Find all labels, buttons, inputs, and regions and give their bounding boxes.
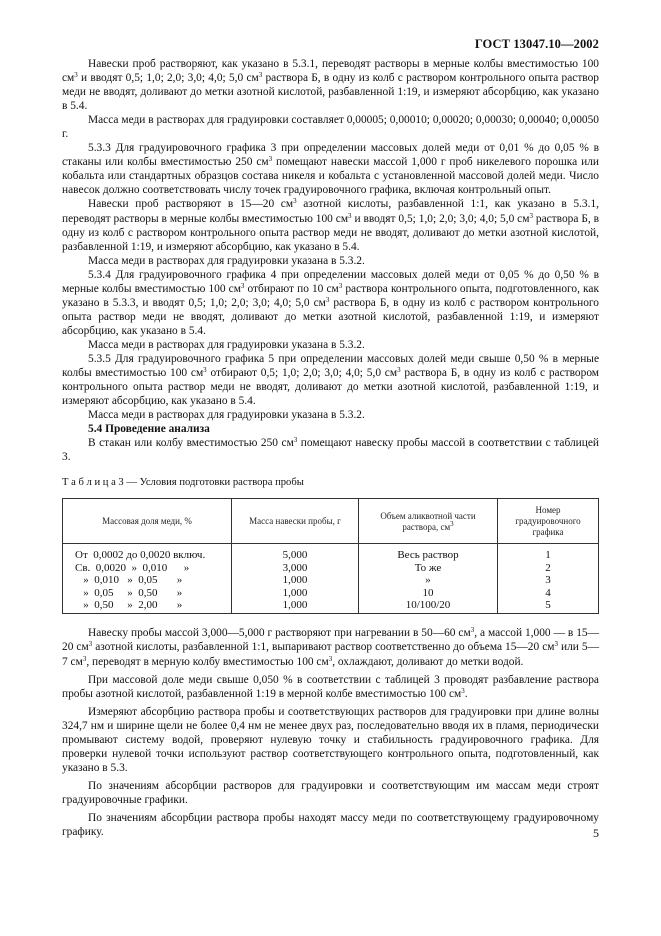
- superscript: 3: [461, 686, 465, 695]
- cell-copper-fraction: » 0,05 » 0,50 »: [63, 587, 232, 599]
- superscript: 3: [74, 71, 78, 80]
- paragraph: Масса меди в растворах для градуировки указана в 5.3.2.: [88, 254, 365, 267]
- paragraph: Навески проб растворяют, как указано в 5.3.1, переводят растворы в мерные колбы вместимостью 100 $см^3$ и вводят 0,5; 1,0; 2,0; 3,0; 4,0; 5,0 $см^3$ раствора Б, в одну из колб с раствором контрольного опыта раствор меди не вводят, доливают до метки азотной кислотой, разбавленной 1:19, и измеряют абсорбцию, как указано в 5.4.: [62, 58, 599, 113]
- cell-aliquot-volume: Весь раствор: [359, 544, 498, 562]
- cell-copper-fraction: » 0,50 » 2,00 »: [63, 599, 232, 614]
- paragraph-5-3-5: 5.3.5 Для градуировочного графика 5 при определении массовых долей меди свыше 0,50 % в мерные колбы вместимостью 100 $см^3$ отбирают 0,5; 1,0; 2,0; 3,0; 4,0; 5,0 $см^3$ раствора Б, в одну из колб с раствором контрольного опыта раствор меди не вводят, доливают до метки азотной кислотой, разбавленной 1:19, и измеряют абсорбцию, как указано в 5.4.: [62, 352, 600, 408]
- superscript: 3: [88, 640, 93, 649]
- paragraph: Навеску пробы массой 3,000—5,000 г растворяют при нагревании в 50—60 $см^3$, а массой 1,000 — в 15—20 $см^3$ азотной кислоты, разбавленной 1:1, выпаривают раствор соответственно до объема 15—20 $см^3$ или 5—7 $см^3$, переводят в мерную колбу вместимостью 100 $см^3$, охлаждают, доливают до метки водой.: [62, 626, 599, 668]
- table-body: [63, 544, 599, 614]
- document-body: [62, 57, 599, 839]
- table-row: [63, 587, 599, 599]
- cell-sample-mass: 5,000: [232, 544, 359, 562]
- superscript: 3: [82, 654, 87, 663]
- cell-graph-number: 2: [498, 562, 599, 574]
- table-row: [63, 599, 599, 614]
- superscript: 3: [348, 211, 352, 220]
- superscript: 3: [397, 366, 401, 375]
- cell-aliquot-volume: 10: [359, 587, 498, 599]
- superscript: 3: [203, 366, 207, 375]
- superscript: 3: [529, 211, 533, 220]
- superscript: 3: [268, 155, 273, 164]
- paragraph: Масса меди в растворах для градуировки указана в 5.3.2.: [88, 338, 365, 351]
- table-caption-label: Т а б л и ц а 3: [62, 477, 124, 489]
- header-copper-fraction: Массовая доля меди, %: [63, 499, 232, 544]
- section-heading-5-4: 5.4 Проведение анализа: [88, 423, 210, 436]
- table-caption-text: — Условия подготовки раствора пробы: [123, 477, 304, 489]
- cell-aliquot-volume: »: [359, 574, 498, 586]
- superscript: 3: [338, 281, 343, 290]
- paragraph: Навески проб растворяют в 15—20 $см^3$ азотной кислоты, разбавленной 1:1, как указано в 5.3.1, переводят растворы в мерные колбы вместимостью 100 $см^3$ и вводят 0,5; 1,0; 2,0; 3,0; 4,0; 5,0 $см^3$ раствора Б, в одну из колб с раствором контрольного опыта раствор меди не вводят, доливают до метки азотной кислотой, разбавленной 1:19, и измеряют абсорбцию, как указано в 5.4.: [62, 197, 599, 253]
- superscript: 3: [325, 295, 330, 304]
- paragraph: В стакан или колбу вместимостью 250 $см^3$ помещают навеску пробы массой в соответствии с таблицей 3.: [62, 436, 599, 464]
- paragraph-5-3-4: 5.3.4 Для градуировочного графика 4 при определении массовых долей меди от 0,05 % до 0,50 % в мерные колбы вместимостью 100 $см^3$ отбирают по 10 $см^3$ раствора контрольного опыта, подготовленного, как указано в 5.3.3, и вводят 0,5; 1,0; 2,0; 3,0; 4,0; 5,0 $см^3$ раствора Б, в одну из колб с раствором контрольного опыта раствор меди не вводят, доливают до метки азотной кислотой, разбавленной 1:19, и измеряют абсорбцию, как указано в 5.4.: [62, 268, 599, 337]
- superscript: 3: [240, 281, 245, 290]
- cell-copper-fraction: Св. 0,0020 » 0,010 »: [63, 562, 232, 574]
- paragraph: Масса меди в растворах для градуировки указана в 5.3.2.: [88, 409, 365, 422]
- cell-copper-fraction: » 0,010 » 0,05 »: [63, 574, 232, 586]
- table-caption: [62, 476, 599, 490]
- paragraph: Измеряют абсорбцию раствора пробы и соответствующих растворов для градуировки при длине волны 324,7 нм и ширине щели не более 0,4 нм не менее двух раз, последовательно вводя их в пламя, периодически промывают систему водой, проверяют нулевую точку и стабильность градуировочного графика. Для проверки нулевой точки используют раствор соответствующего контрольного опыта, подготовленный, как указано в 5.3.: [62, 705, 599, 774]
- superscript: 3: [293, 197, 297, 206]
- header-sample-mass: Масса навески пробы, г: [232, 499, 359, 544]
- table-header-row: [63, 499, 599, 544]
- cell-graph-number: 1: [498, 544, 599, 562]
- header-aliquot-volume: Объем аликвотной части раствора, $см^3$: [359, 499, 498, 544]
- table-row: [63, 562, 599, 574]
- superscript: 3: [293, 436, 298, 445]
- superscript: 3: [328, 654, 333, 663]
- cell-sample-mass: 1,000: [232, 587, 359, 599]
- cell-aliquot-volume: То же: [359, 562, 498, 574]
- standard-header: ГОСТ 13047.10—2002: [474, 37, 599, 51]
- cell-graph-number: 3: [498, 574, 599, 586]
- cell-graph-number: 4: [498, 587, 599, 599]
- superscript: 3: [470, 626, 475, 635]
- paragraph-5-3-3: 5.3.3 Для градуировочного графика 3 при определении массовых долей меди от 0,01 % до 0,05 % в стаканы или колбы вместимостью 250 $см^3$ помещают навески массой 1,000 г проб никелевого порошка или кобальта или стандартных образцов состава никеля и кобальта с установленной массовой долей меди. Число навесок должно соответствовать числу точек градуировочного графика, включая контрольный опыт.: [62, 142, 599, 197]
- superscript: 3: [554, 640, 558, 649]
- table-3: [62, 498, 599, 614]
- header-graph-number: Номер градуировочного графика: [498, 499, 599, 544]
- paragraph: По значениям абсорбции растворов для градуировки и соответствующим им массам меди строят градуировочные графики.: [62, 779, 599, 806]
- superscript: 3: [450, 519, 454, 528]
- table-row: [63, 544, 599, 562]
- paragraph: По значениям абсорбции раствора пробы находят массу меди по соответствующему градуировочному графику.: [62, 812, 599, 839]
- page-number: 5: [593, 826, 599, 840]
- cell-aliquot-volume: 10/100/20: [359, 599, 498, 614]
- superscript: 3: [258, 71, 263, 80]
- paragraph: При массовой доле меди свыше 0,050 % в соответствии с таблицей 3 проводят разбавление раствора пробы азотной кислотой, разбавленной 1:19 в мерной колбе вместимостью 100 $см^3$.: [62, 673, 599, 700]
- cell-sample-mass: 1,000: [232, 599, 359, 614]
- paragraph: Масса меди в растворах для градуировки составляет 0,00005; 0,00010; 0,00020; 0,00030; 0,00040; 0,00050 г.: [62, 114, 599, 141]
- cell-sample-mass: 1,000: [232, 574, 359, 586]
- cell-graph-number: 5: [498, 599, 599, 614]
- cell-copper-fraction: От 0,0002 до 0,0020 включ.: [63, 544, 232, 562]
- table-row: [63, 574, 599, 586]
- cell-sample-mass: 3,000: [232, 562, 359, 574]
